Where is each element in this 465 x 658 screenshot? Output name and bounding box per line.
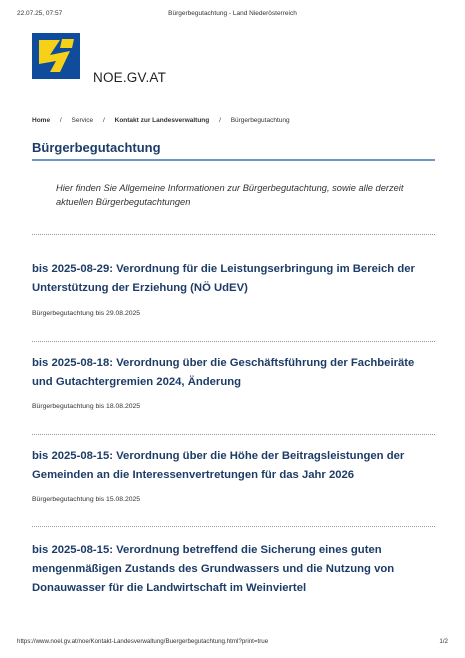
- entry-1-deadline: Bürgerbegutachtung bis 29.08.2025: [32, 310, 141, 317]
- entry-3-title-line: Gemeinden an die Interessenvertretungen für das Jahr 2026: [32, 469, 355, 481]
- entry-2-deadline: Bürgerbegutachtung bis 18.08.2025: [32, 403, 141, 410]
- breadcrumb-kontakt[interactable]: Kontakt zur Landesverwaltung: [114, 117, 210, 124]
- entry-3-deadline: Bürgerbegutachtung bis 15.08.2025: [32, 496, 141, 503]
- intro-text: Hier finden Sie Allgemeine Informationen zur Bürgerbegutachtung, sowie alle derzeit aktuellen Bürgerbegutachtungen: [56, 183, 404, 207]
- entry-4-link[interactable]: [32, 541, 442, 598]
- divider: [32, 526, 435, 527]
- divider: [32, 341, 435, 342]
- entry-1-link[interactable]: [32, 260, 442, 298]
- entry-1-title-line: bis 2025-08-29: Verordnung für die Leistungserbringung im Bereich der: [32, 263, 415, 275]
- breadcrumb: [32, 117, 290, 124]
- breadcrumb-home[interactable]: Home: [32, 117, 51, 124]
- breadcrumb-separator: /: [103, 117, 105, 124]
- print-footer: [17, 638, 448, 648]
- entry-2-title-line: und Gutachtergremien 2024, Änderung: [32, 376, 242, 388]
- entry-1-title-line: Unterstützung der Erziehung (NÖ UdEV): [32, 282, 248, 294]
- site-name[interactable]: NOE.GV.AT: [93, 70, 167, 85]
- entry-4-title-line: Donauwasser für die Landwirtschaft im Weinviertel: [32, 582, 307, 594]
- breadcrumb-separator: /: [219, 117, 221, 124]
- entry-4-title-line: mengenmäßigen Zustands des Grundwassers und die Nutzung von: [32, 563, 395, 575]
- noe-logo-icon[interactable]: [32, 33, 80, 79]
- print-header: [17, 10, 448, 20]
- print-datetime: 22.07.25, 07:57: [17, 10, 63, 17]
- entry-3-title-line: bis 2025-08-15: Verordnung über die Höhe der Beitragsleistungen der: [32, 450, 405, 462]
- breadcrumb-separator: /: [59, 117, 62, 124]
- title-divider: [32, 159, 435, 161]
- breadcrumb-service[interactable]: Service: [71, 117, 94, 124]
- print-url: https://www.noel.gv.at/noe/Kontakt-Landesverwaltung/Buergerbegutachtung.html?print=true: [17, 638, 269, 645]
- divider: [32, 434, 435, 435]
- breadcrumb-current: Bürgerbegutachtung: [230, 117, 290, 124]
- page-title: Bürgerbegutachtung: [32, 140, 161, 155]
- divider: [32, 234, 435, 235]
- print-title: Bürgerbegutachtung - Land Niederösterreich: [168, 10, 297, 17]
- print-page-number: 1/2: [439, 638, 448, 645]
- entry-2-title-line: bis 2025-08-18: Verordnung über die Geschäftsführung der Fachbeiräte: [32, 357, 415, 369]
- entry-3-link[interactable]: [32, 447, 442, 485]
- entry-4-title-line: bis 2025-08-15: Verordnung betreffend die Sicherung eines guten: [32, 544, 382, 556]
- entry-2-link[interactable]: [32, 354, 442, 392]
